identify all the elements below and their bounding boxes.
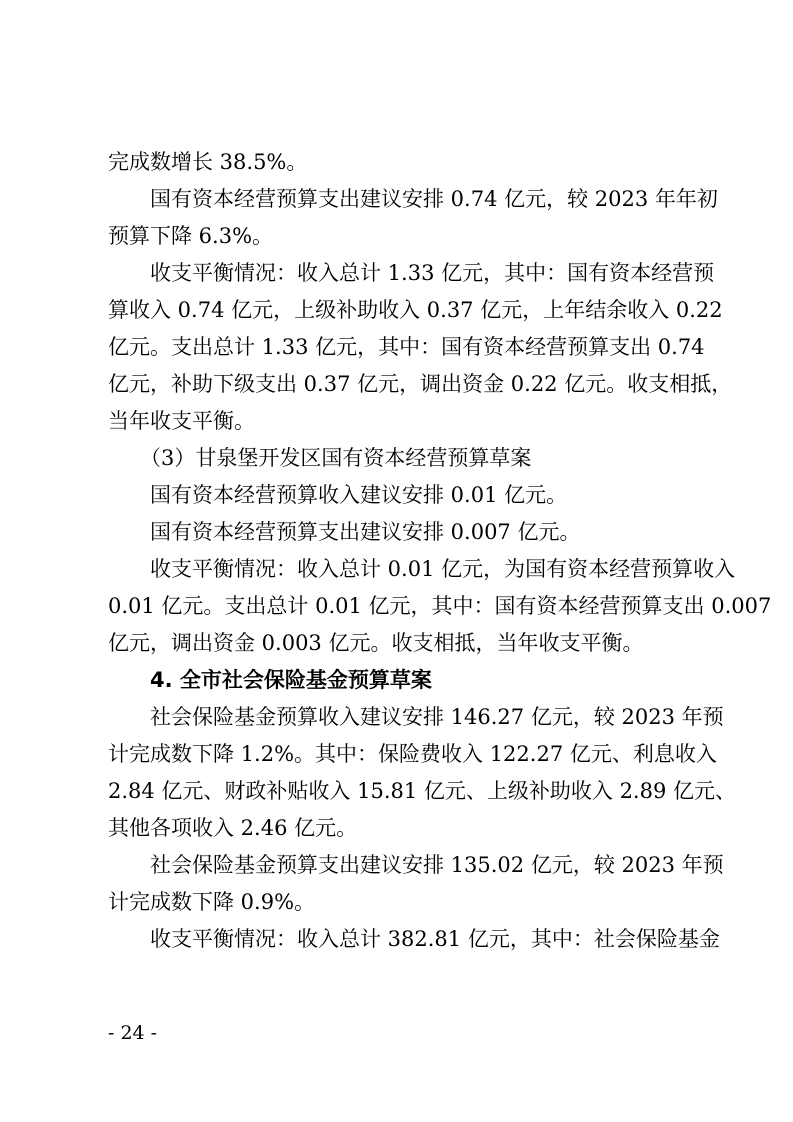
text-line: 亿元，调出资金 0.003 亿元。收支相抵，当年收支平衡。 <box>108 631 644 655</box>
text-line: 其他各项收入 2.46 亿元。 <box>108 816 358 840</box>
text-line: 收支平衡情况：收入总计 0.01 亿元，为国有资本经营预算收入 <box>150 557 736 581</box>
section-subheading: （3）甘泉堡开发区国有资本经营预算草案 <box>140 446 532 470</box>
text-line: 国有资本经营预算支出建议安排 0.007 亿元。 <box>150 520 581 544</box>
text-line: 社会保险基金预算支出建议安排 135.02 亿元，较 2023 年预 <box>150 853 724 877</box>
text-line: 计完成数下降 1.2%。其中：保险费收入 122.27 亿元、利息收入 <box>108 742 717 766</box>
text-line: 0.01 亿元。支出总计 0.01 亿元，其中：国有资本经营预算支出 0.007 <box>108 594 772 618</box>
text-line: 亿元，补助下级支出 0.37 亿元，调出资金 0.22 亿元。收支相抵， <box>108 372 733 396</box>
text-line: 2.84 亿元、财政补贴收入 15.81 亿元、上级补助收入 2.89 亿元、 <box>108 779 737 803</box>
text-line: 当年收支平衡。 <box>108 409 255 433</box>
text-line: 社会保险基金预算收入建议安排 146.27 亿元，较 2023 年预 <box>150 705 724 729</box>
text-line: 预算下降 6.3%。 <box>108 224 274 248</box>
text-line: 亿元。支出总计 1.33 亿元，其中：国有资本经营预算支出 0.74 <box>108 335 705 359</box>
text-line: 算收入 0.74 亿元，上级补助收入 0.37 亿元，上年结余收入 0.22 <box>108 298 723 322</box>
text-line: 收支平衡情况：收入总计 1.33 亿元，其中：国有资本经营预 <box>150 261 715 285</box>
text-line: 完成数增长 38.5%。 <box>108 150 308 174</box>
page-number: - 24 - <box>108 1022 158 1044</box>
text-line: 国有资本经营预算支出建议安排 0.74 亿元，较 2023 年年初 <box>150 187 718 211</box>
text-line: 收支平衡情况：收入总计 382.81 亿元，其中：社会保险基金 <box>150 927 720 951</box>
text-line: 计完成数下降 0.9%。 <box>108 890 316 914</box>
text-line: 国有资本经营预算收入建议安排 0.01 亿元。 <box>150 483 568 507</box>
section-heading: 4. 全市社会保险基金预算草案 <box>150 668 432 692</box>
